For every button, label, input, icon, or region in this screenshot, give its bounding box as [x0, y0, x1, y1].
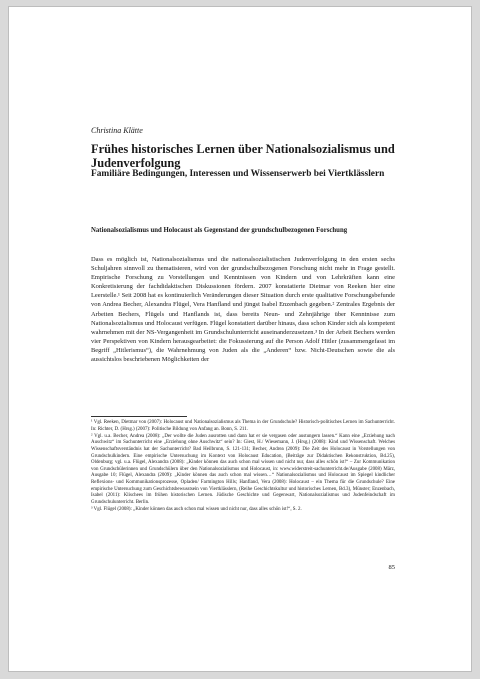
body-paragraph: Dass es möglich ist, Nationalsozialismus und die nationalsozialistischen Judenverfolgung in den ersten sechs Schuljahren sinnvoll zu thematisieren, wird von der grundschulbezogenen Forschung nicht mehr in Frage gestellt. Empirische Forschung zu Vorstellungen und Kenntnissen von Kindern und von Lehrkräften kann eine Konkretisierung der fachdidaktischen Diskussionen fördern. 2007 konstatierte Dietmar von Reeken hier eine Leerstelle.¹ Seit 2008 hat es kontinuierlich Veränderungen dieser Situation durch erste qualitative Forschungsbefunde von Andrea Becher, Alexandra Flügel, Vera Hanfland und jüngst Isabel Enzenbach gegeben.² Zentrales Ergebnis der Arbeiten Bechers, Flügels und Hanflands ist, dass bereits Neun- und Zehnjährige über Kenntnisse zum Nationalsozialismus und Holocaust verfügen. Flügel konstatiert darüber hinaus, dass schon Kinder sich als kompetent wahrnehmen mit der NS-Vergangenheit im Grundschulunterricht auseinanderzusetzen.³ In der Arbeit Bechers werden vier Perspektiven von Kindern herausgearbeitet: die Fokussierung auf die Person Adolf Hitler (zusammengefasst im Begriff „Hitlerismus“), die Wahrnehmung von Juden als die „Anderen“ bzw. Nicht-Deutschen sowie die als aussichtslos beschriebenen Möglichkeiten der — [91, 256, 395, 364]
page-number: 85 — [388, 564, 395, 571]
footnote-2: ² Vgl. u.a. Becher, Andrea (2008): „Der wollte die Juden ausrotten und dann hat er sie vergasen oder austungern lassen.“ Kann eine „Erziehung nach Auschwitz“ im Sachunterricht eine „Erziehung ohne Auschwitz“ sein? In: Giest, H./ Wiesemann, J. (Hrsg.) (2008): Kind und Wissenschaft. Welches Wissenschaftsverständnis hat der Sachunterricht? Bad Heilbrunn, S. 121-131; Becher, Andrea (2009): Die Zeit des Holocaust in Vorstellungen von Grundschulkindern. Eine empirische Untersuchung im Kontext von Holocaust Education, (Beiträge zur Didaktischen Rekonstruktion, Bd.25), Oldenburg; vgl. u.a. Flügel, Alexandra (2008): „Kinder können das auch schon mal wissen und nicht nur, dass alles schön ist!“ – Zur Kommunikation von Grundschülerinnen und Grundschülern über den Nationalsozialismus und Holocaust, in: www.widerstreit-sachunterricht.de/Ausgabe (2008) März, Ausgabe 10; Flügel, Alexandra (2009): „Kinder können das auch schon mal wissen…“ Nationalsozialismus und Holocaust im Spiegel kindlicher Reflexions- und Kommunikationsprozesse, Opladen/ Farmington Hills; Hanfland, Vera (2008): Holocaust – ein Thema für die Grundschule? Eine empirische Untersuchung zum Geschichtsbewusstsein von Viertklässlern, (Reihe Geschichtskultur und historisches Lernen, Bd.3), Münster; Enzenbach, Isabel (2011): Klischees im frühen historischen Lernen. Jüdische Geschichte und Gegenwart, Nationalsozialismus und Judenfeindschaft im Grundschulunterricht. Berlin. — [91, 433, 395, 505]
footnote-rule — [91, 416, 187, 417]
footnotes — [91, 420, 395, 514]
paper-page — [9, 7, 471, 671]
article-subtitle: Familiäre Bedingungen, Interessen und Wissenserwerb bei Viertklässlern — [91, 169, 385, 179]
article-title: Frühes historisches Lernen über Nationalsozialismus und Judenverfolgung — [91, 142, 395, 170]
section-heading: Nationalsozialismus und Holocaust als Gegenstand der grundschulbezogenen Forschung — [91, 227, 348, 234]
author-name: Christina Klätte — [91, 126, 143, 135]
footnote-3: ³ Vgl. Flügel (2008): „Kinder können das auch schon mal wissen und nicht nur, dass alles schön ist!“, S. 2. — [91, 506, 302, 512]
footnote-1: ¹ Vgl. Reeken, Dietmar von (2007): Holocaust und Nationalsozialismus als Thema in der Grundschule? Historisch-politisches Lernen im Sachunterricht. In: Richter, D. (Hrsg.) (2007): Politische Bildung von Anfang an. Bonn, S. 211. — [91, 420, 395, 432]
